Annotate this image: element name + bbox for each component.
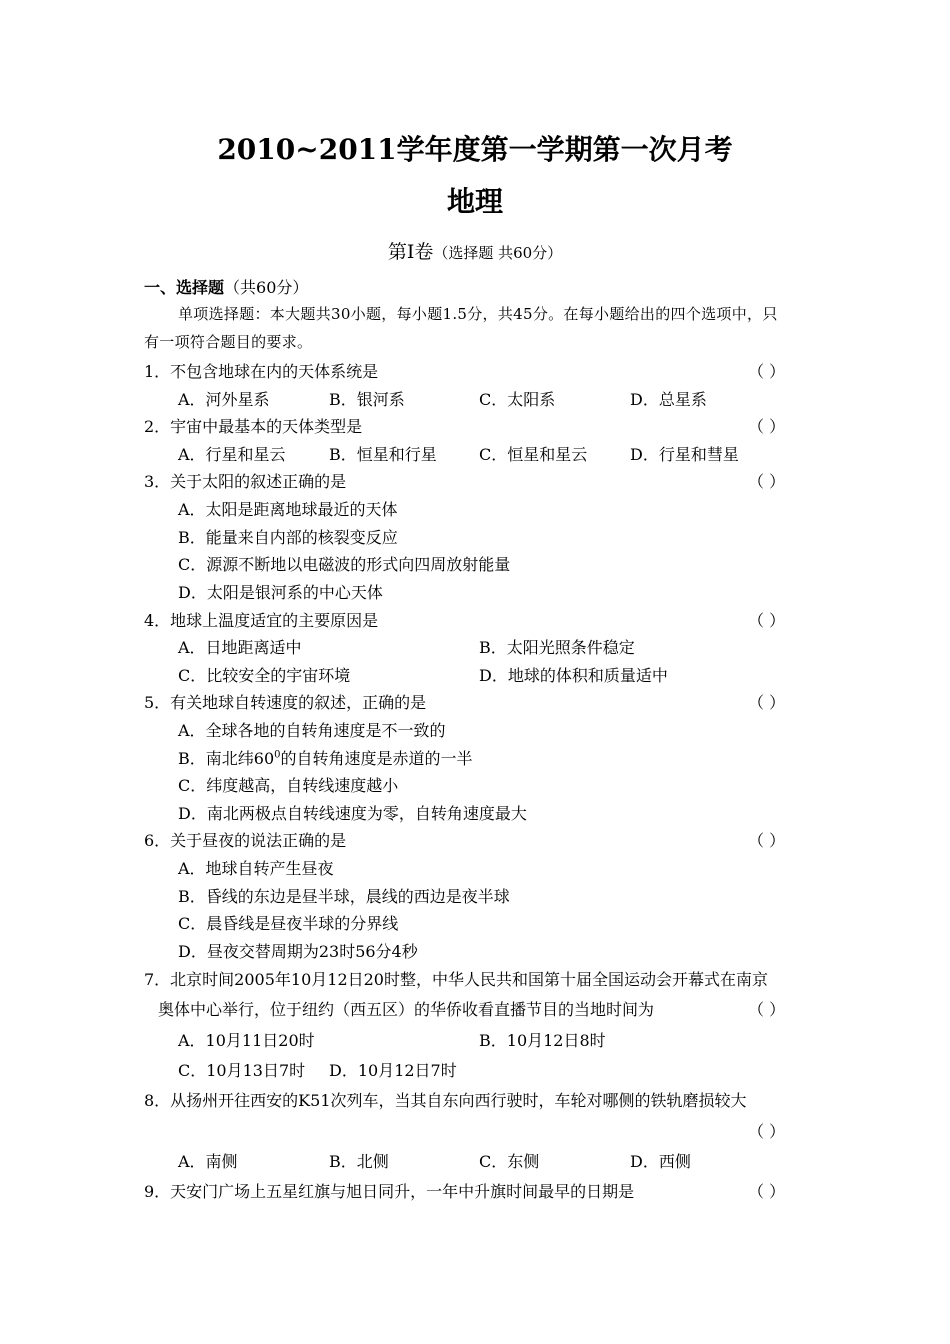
answer-bracket-6[interactable]: （ ） — [748, 831, 786, 850]
question-7-stem-line-1: 7．北京时间2005年10月12日20时整，中华人民共和国第十届全国运动会开幕式在南京 — [144, 970, 768, 989]
q5-option-b-head: B．南北纬60 — [178, 749, 275, 768]
q1-option-a[interactable]: A．河外星系 — [178, 390, 270, 409]
q4-option-a[interactable]: A．日地距离适中 — [178, 638, 302, 657]
answer-bracket-9[interactable]: （ ） — [748, 1182, 786, 1201]
question-2-stem: 2．宇宙中最基本的天体类型是 — [144, 417, 363, 436]
question-7-stem-line-2: 奥体中心举行，位于纽约（西五区）的华侨收看直播节目的当地时间为 — [158, 1000, 655, 1019]
answer-bracket-7[interactable]: （ ） — [748, 1000, 786, 1019]
q3-option-b[interactable]: B．能量来自内部的核裂变反应 — [178, 528, 398, 547]
volume-heading — [0, 237, 950, 264]
q6-option-d[interactable]: D．昼夜交替周期为23时56分4秒 — [178, 942, 418, 961]
q2-option-d[interactable]: D．行星和彗星 — [630, 445, 739, 464]
q1-option-d[interactable]: D．总星系 — [630, 390, 707, 409]
q2-option-c[interactable]: C．恒星和星云 — [479, 445, 588, 464]
q7-option-a[interactable]: A．10月11日20时 — [178, 1031, 315, 1050]
question-4-stem: 4．地球上温度适宜的主要原因是 — [144, 611, 379, 630]
q5-option-c[interactable]: C．纬度越高，自转线速度越小 — [178, 776, 399, 795]
q2-option-b[interactable]: B．恒星和行星 — [329, 445, 437, 464]
question-5-stem: 5．有关地球自转速度的叙述，正确的是 — [144, 693, 427, 712]
q2-option-a[interactable]: A．行星和星云 — [178, 445, 286, 464]
answer-bracket-1[interactable]: （ ） — [748, 362, 786, 381]
degree-superscript: 0 — [274, 749, 281, 761]
q1-option-b[interactable]: B．银河系 — [329, 390, 405, 409]
q8-option-d[interactable]: D．西侧 — [630, 1152, 691, 1171]
question-1-stem: 1．不包含地球在内的天体系统是 — [144, 362, 379, 381]
question-8-stem: 8．从扬州开往西安的K51次列车，当其自东向西行驶时，车轮对哪侧的铁轨磨损较大 — [144, 1091, 747, 1110]
answer-bracket-4[interactable]: （ ） — [748, 611, 786, 630]
q8-option-c[interactable]: C．东侧 — [479, 1152, 540, 1171]
q7-option-d[interactable]: D．10月12日7时 — [329, 1061, 457, 1080]
q5-option-b[interactable] — [178, 746, 473, 769]
exam-title: 2010~2011学年度第一学期第一次月考 — [217, 133, 733, 166]
q3-option-d[interactable]: D．太阳是银河系的中心天体 — [178, 583, 383, 602]
q8-option-a[interactable]: A．南侧 — [178, 1152, 238, 1171]
question-3-stem: 3．关于太阳的叙述正确的是 — [144, 472, 347, 491]
question-9-stem: 9．天安门广场上五星红旗与旭日同升，一年中升旗时间最早的日期是 — [144, 1182, 635, 1201]
q3-option-a[interactable]: A．太阳是距离地球最近的天体 — [178, 500, 398, 519]
q6-option-c[interactable]: C．晨昏线是昼夜半球的分界线 — [178, 914, 399, 933]
q6-option-a[interactable]: A．地球自转产生昼夜 — [178, 859, 334, 878]
section-points: （共60分） — [224, 278, 309, 297]
q4-option-d[interactable]: D．地球的体积和质量适中 — [479, 666, 668, 685]
instruction-line-2: 有一项符合题目的要求。 — [144, 333, 313, 351]
subject-title: 地理 — [446, 185, 503, 218]
answer-bracket-2[interactable]: （ ） — [748, 417, 786, 436]
answer-bracket-8[interactable]: （ ） — [748, 1122, 786, 1141]
q6-option-b[interactable]: B．昏线的东边是昼半球，晨线的西边是夜半球 — [178, 887, 510, 906]
q4-option-c[interactable]: C．比较安全的宇宙环境 — [178, 666, 351, 685]
answer-bracket-3[interactable]: （ ） — [748, 472, 786, 491]
q5-option-b-tail: 的自转角速度是赤道的一半 — [280, 749, 473, 768]
q3-option-c[interactable]: C．源源不断地以电磁波的形式向四周放射能量 — [178, 555, 511, 574]
q5-option-d[interactable]: D．南北两极点自转线速度为零，自转角速度最大 — [178, 804, 527, 823]
q1-option-c[interactable]: C．太阳系 — [479, 390, 556, 409]
question-6-stem: 6．关于昼夜的说法正确的是 — [144, 831, 347, 850]
q8-option-b[interactable]: B．北侧 — [329, 1152, 389, 1171]
section-title: 一、选择题 — [144, 278, 225, 297]
q7-option-b[interactable]: B．10月12日8时 — [479, 1031, 606, 1050]
volume-label: 第Ⅰ卷 — [387, 241, 434, 263]
section-heading — [144, 275, 308, 298]
instruction-line-1: 单项选择题：本大题共30小题，每小题1.5分，共45分。在每小题给出的四个选项中，只 — [178, 305, 778, 323]
answer-bracket-5[interactable]: （ ） — [748, 693, 786, 712]
q5-option-a[interactable]: A．全球各地的自转角速度是不一致的 — [178, 721, 446, 740]
q7-option-c[interactable]: C．10月13日7时 — [178, 1061, 306, 1080]
q4-option-b[interactable]: B．太阳光照条件稳定 — [479, 638, 635, 657]
volume-note: （选择题 共60分） — [433, 244, 563, 262]
